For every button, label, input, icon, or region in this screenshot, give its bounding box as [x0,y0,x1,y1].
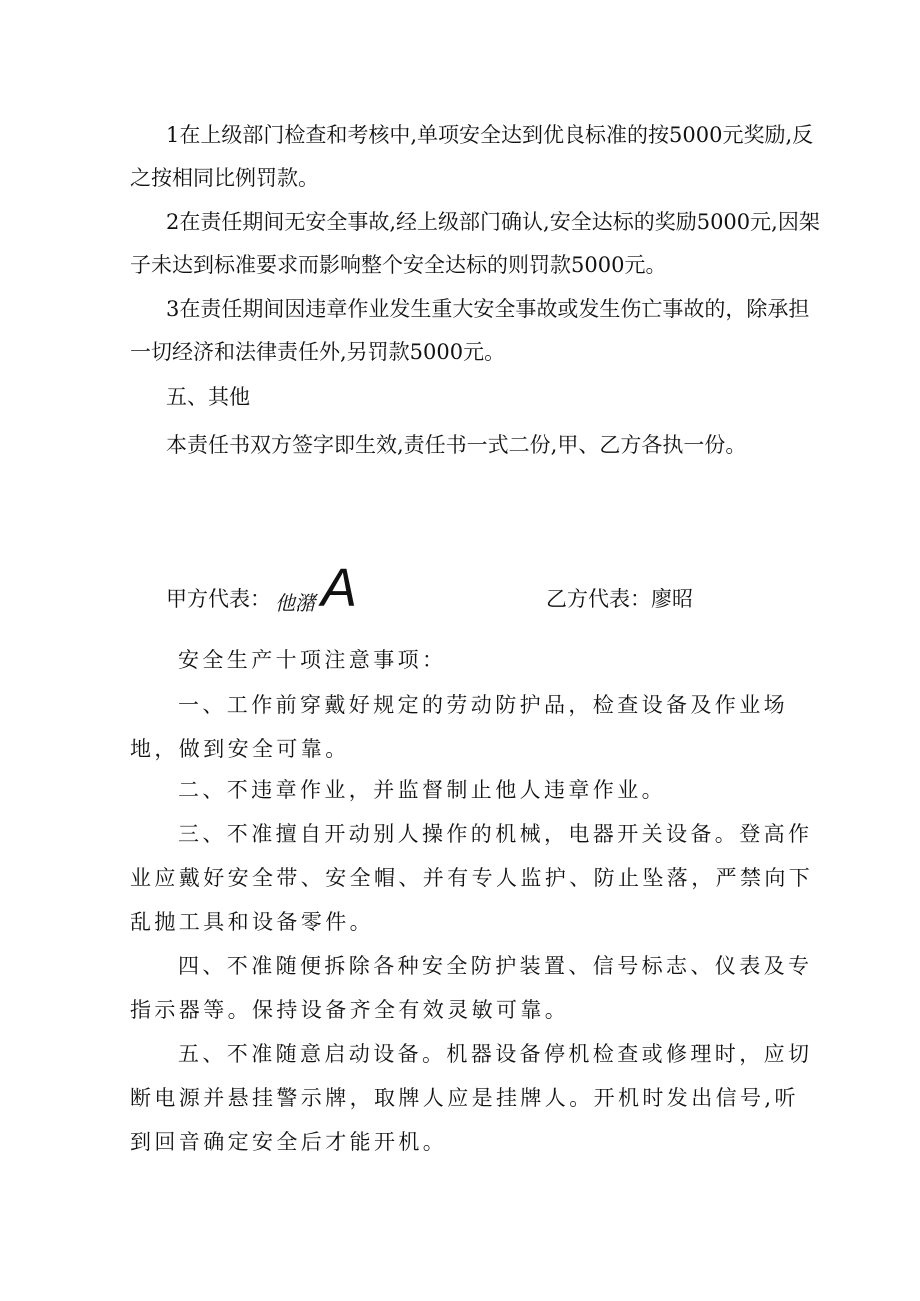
reward-item-3: 3在责任期间因违章作业发生重大安全事故或发生伤亡事故的，除承担一切经济和法律责任外,另罚款5000元。 [130,297,810,364]
safety-item-4: 四、不准随便拆除各种安全防护装置、信号标志、仪表及专指示器等。保持设备齐全有效灵敏可靠。 [130,954,813,1022]
party-a-signature [271,558,381,621]
safety-item-3: 三、不准擅自开动别人操作的机械，电器开关设备。登高作业应戴好安全带、安全帽、并有专人监护、防止坠落，严禁向下乱抛工具和设备零件。 [130,822,814,934]
safety-item-1: 一、工作前穿戴好规定的劳动防护品，检查设备及作业场地，做到安全可靠。 [130,693,788,761]
safety-title: 安全生产十项注意事项： [178,648,447,672]
party-b-name: 廖昭 [651,587,693,611]
party-a-signature-mark: A [321,558,358,618]
party-b-label: 乙方代表： [546,587,651,611]
party-a-signature-script: 他潴 [275,591,315,615]
reward-item-2: 2在责任期间无安全事故,经上级部门确认,安全达标的奖励5000元,因架子未达到标准要求而影响整个安全达标的则罚款5000元。 [130,210,820,277]
reward-item-1: 1在上级部门检查和考核中,单项安全达到优良标准的按5000元奖励,反之按相同比例罚款。 [130,123,814,190]
party-a-label: 甲方代表： [166,587,271,611]
party-b-signature-line [546,578,693,621]
section-other-text: 本责任书双方签字即生效,责任书一式二份,甲、乙方各执一份。 [166,433,747,457]
party-a-signature-line [166,558,381,621]
section-other-heading: 五、其他 [166,385,250,409]
safety-item-5: 五、不准随意启动设备。机器设备停机检查或修理时，应切断电源并悬挂警示牌，取牌人应是挂牌人。开机时发出信号,听到回音确定安全后才能开机。 [130,1042,813,1154]
safety-item-2: 二、不违章作业，并监督制止他人违章作业。 [178,778,666,802]
